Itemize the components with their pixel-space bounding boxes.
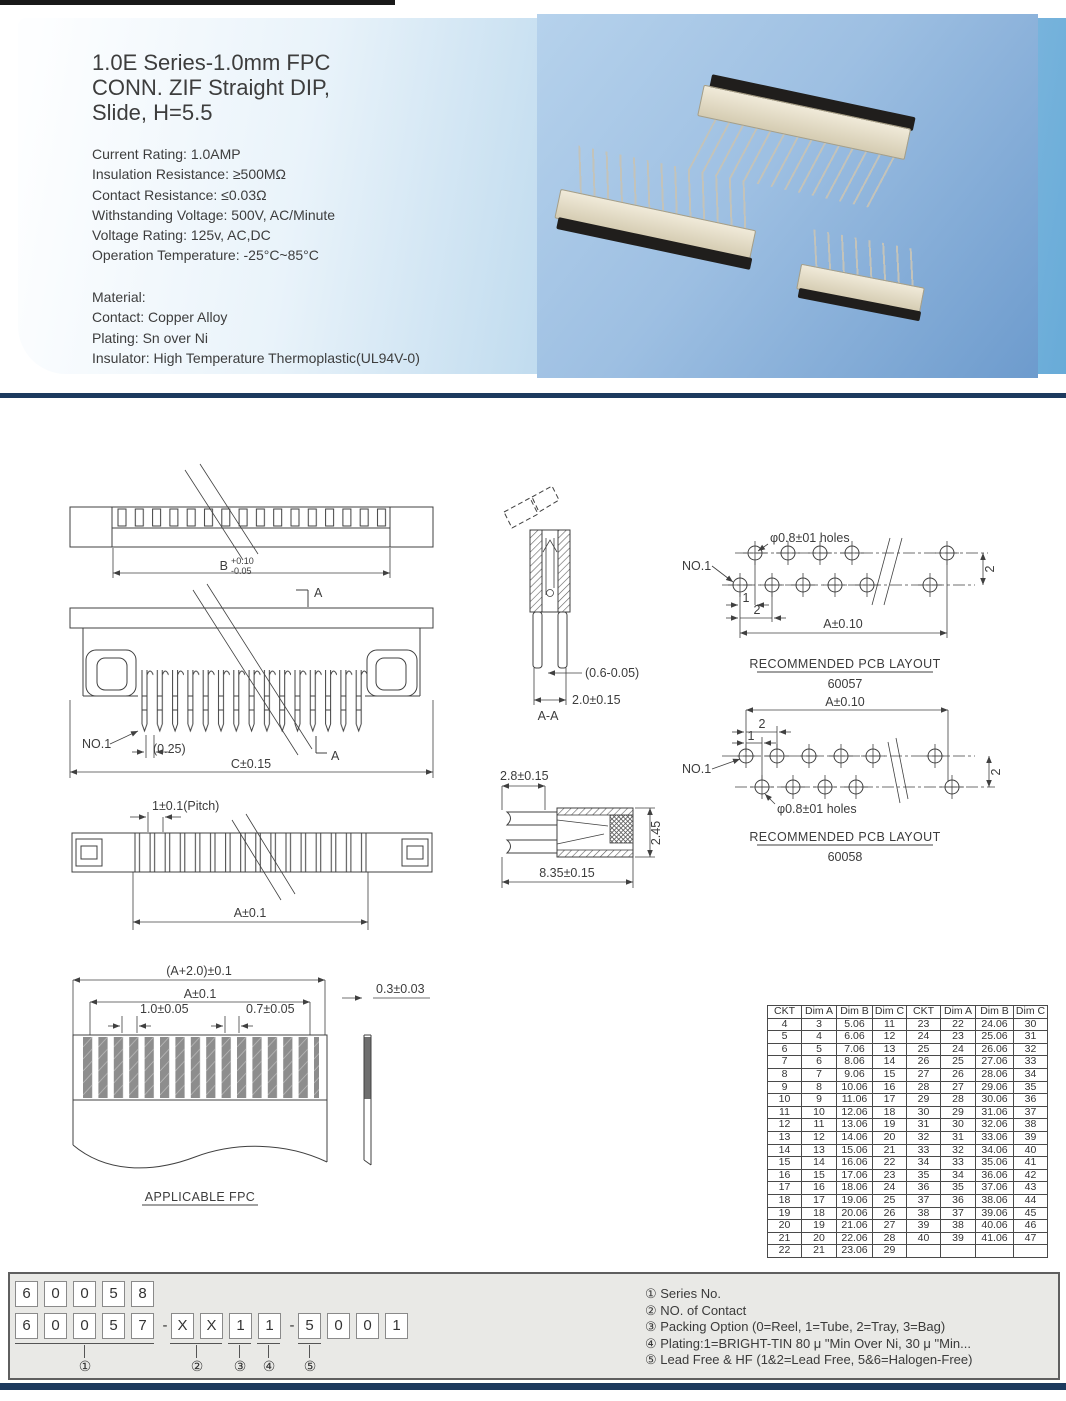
table-cell: 26 bbox=[873, 1207, 907, 1220]
table-cell: 14 bbox=[768, 1144, 802, 1157]
marker-2: ② bbox=[190, 1358, 204, 1374]
table-row bbox=[768, 1245, 1048, 1258]
material-line: Material: bbox=[92, 289, 146, 305]
table-cell: 20.06 bbox=[837, 1207, 873, 1220]
legend-line: ③ Packing Option (0=Reel, 1=Tube, 2=Tray, 3=Bag) bbox=[645, 1319, 946, 1335]
leader-line-4 bbox=[268, 1345, 269, 1358]
table-cell: 29 bbox=[907, 1094, 941, 1107]
table-cell: 25.06 bbox=[976, 1031, 1014, 1044]
table-cell: 22 bbox=[768, 1245, 802, 1258]
table-cell: 35 bbox=[941, 1182, 976, 1195]
table-cell: 14.06 bbox=[837, 1131, 873, 1144]
pcb-layout-title: RECOMMENDED PCB LAYOUT bbox=[749, 830, 941, 844]
table-cell: 33 bbox=[907, 1144, 941, 1157]
dim-28: 2.8±0.15 bbox=[500, 769, 549, 783]
spec-line: Withstanding Voltage: 500V, AC/Minute bbox=[92, 206, 336, 223]
part-number-box: X bbox=[200, 1313, 223, 1339]
table-cell: 36 bbox=[907, 1182, 941, 1195]
table-cell: 5.06 bbox=[837, 1018, 873, 1031]
table-cell: 40.06 bbox=[976, 1220, 1014, 1233]
table-cell: 21 bbox=[802, 1245, 837, 1258]
table-cell: 29 bbox=[941, 1106, 976, 1119]
table-cell: 16 bbox=[768, 1169, 802, 1182]
ordering-panel bbox=[8, 1272, 1060, 1380]
table-cell: 11 bbox=[768, 1106, 802, 1119]
table-cell: 4 bbox=[768, 1018, 802, 1031]
dim-a: A±0.10 bbox=[823, 617, 863, 631]
table-cell: 36 bbox=[1014, 1094, 1048, 1107]
table-cell: 7.06 bbox=[837, 1043, 873, 1056]
group-underline-4 bbox=[257, 1343, 280, 1344]
table-row bbox=[768, 1081, 1048, 1094]
material-line: Insulator: High Temperature Thermoplastic(UL94V-0) bbox=[92, 349, 420, 366]
table-cell: 36.06 bbox=[976, 1169, 1014, 1182]
spec-line: Contact Resistance: ≤0.03Ω bbox=[92, 186, 267, 203]
dash-separator: - bbox=[289, 1317, 295, 1334]
table-cell: 27.06 bbox=[976, 1056, 1014, 1069]
table-cell: 36 bbox=[941, 1194, 976, 1207]
dim-025: (0.25) bbox=[153, 742, 186, 756]
table-cell: 35 bbox=[1014, 1081, 1048, 1094]
dim-c: C±0.15 bbox=[230, 757, 272, 771]
table-cell: 29 bbox=[873, 1245, 907, 1258]
table-row bbox=[768, 1194, 1048, 1207]
table-cell: 31 bbox=[907, 1119, 941, 1132]
part-number-box: 0 bbox=[73, 1313, 96, 1339]
table-cell: 46 bbox=[1014, 1220, 1048, 1233]
page-title bbox=[92, 50, 330, 125]
table-cell: 20 bbox=[802, 1232, 837, 1245]
table-cell: 17 bbox=[873, 1094, 907, 1107]
table-cell: 24.06 bbox=[976, 1018, 1014, 1031]
table-cell: 13.06 bbox=[837, 1119, 873, 1132]
table-cell: 17 bbox=[802, 1194, 837, 1207]
dim-2: 2 bbox=[753, 603, 761, 617]
part-number-box: X bbox=[171, 1313, 194, 1339]
section-marker-a-top: A bbox=[314, 586, 323, 600]
table-row bbox=[768, 1106, 1048, 1119]
spec-line: Voltage Rating: 125v, AC,DC bbox=[92, 227, 271, 244]
table-cell: 5 bbox=[768, 1031, 802, 1044]
table-header-cell: Dim A bbox=[802, 1006, 837, 1019]
marker-5: ⑤ bbox=[303, 1358, 317, 1374]
label-no1: NO.1 bbox=[82, 737, 112, 751]
table-cell: 28 bbox=[907, 1081, 941, 1094]
table-cell: 34 bbox=[1014, 1068, 1048, 1081]
table-cell: 38 bbox=[907, 1207, 941, 1220]
table-row bbox=[768, 1056, 1048, 1069]
table-cell: 34.06 bbox=[976, 1144, 1014, 1157]
table-cell: 25 bbox=[907, 1043, 941, 1056]
pcb-layout-title: RECOMMENDED PCB LAYOUT bbox=[749, 657, 941, 671]
dim-06: (0.6-0.05) bbox=[585, 666, 640, 680]
table-cell: 6 bbox=[802, 1056, 837, 1069]
table-cell: 15 bbox=[873, 1068, 907, 1081]
table-cell: 34 bbox=[941, 1169, 976, 1182]
group-underline-1 bbox=[15, 1343, 154, 1344]
table-row bbox=[768, 1131, 1048, 1144]
table-cell: 40 bbox=[907, 1232, 941, 1245]
table-row bbox=[768, 1119, 1048, 1132]
product-photo bbox=[537, 14, 1038, 378]
table-cell: 28 bbox=[941, 1094, 976, 1107]
table-cell: 6.06 bbox=[837, 1031, 873, 1044]
part-number-box: 5 bbox=[298, 1313, 321, 1339]
spec-line: Current Rating: 1.0AMP bbox=[92, 146, 241, 162]
dim-20: 2.0±0.15 bbox=[572, 693, 621, 707]
table-cell: 32 bbox=[907, 1131, 941, 1144]
leader-line-3 bbox=[239, 1345, 240, 1358]
table-cell: 22 bbox=[873, 1157, 907, 1170]
table-header-cell: Dim B bbox=[837, 1006, 873, 1019]
part-number-box: 6 bbox=[15, 1281, 38, 1307]
spec-line: Operation Temperature: -25°C~85°C bbox=[92, 247, 319, 264]
table-cell: 23 bbox=[873, 1169, 907, 1182]
dim-a20: (A+2.0)±0.1 bbox=[166, 964, 232, 978]
dim-v2: 2 bbox=[989, 768, 1003, 776]
table-cell bbox=[907, 1245, 941, 1258]
table-cell: 25 bbox=[941, 1056, 976, 1069]
drawing-top-view bbox=[70, 464, 433, 578]
section-marker-a-bottom: A bbox=[331, 749, 340, 763]
drawing-front-view bbox=[70, 584, 433, 778]
table-cell: 27 bbox=[907, 1068, 941, 1081]
table-cell: 24 bbox=[941, 1043, 976, 1056]
table-header-cell: Dim B bbox=[976, 1006, 1014, 1019]
table-cell: 13 bbox=[873, 1043, 907, 1056]
table-cell: 16.06 bbox=[837, 1157, 873, 1170]
table-cell: 32 bbox=[1014, 1043, 1048, 1056]
drawing-pcb-layout-60057 bbox=[682, 531, 997, 691]
dim-v2: 2 bbox=[983, 565, 997, 573]
drawing-section-aa bbox=[504, 486, 639, 723]
leader-line-1 bbox=[84, 1345, 85, 1358]
legend-line: ② NO. of Contact bbox=[645, 1302, 747, 1318]
table-cell: 27 bbox=[873, 1220, 907, 1233]
table-cell: 18.06 bbox=[837, 1182, 873, 1195]
table-cell: 23 bbox=[941, 1031, 976, 1044]
table-cell: 37 bbox=[1014, 1106, 1048, 1119]
table-row bbox=[768, 1157, 1048, 1170]
part-number-box: 5 bbox=[102, 1281, 125, 1307]
table-cell: 38 bbox=[1014, 1119, 1048, 1132]
table-cell: 11.06 bbox=[837, 1094, 873, 1107]
table-cell: 41 bbox=[1014, 1157, 1048, 1170]
part-number-box: 1 bbox=[229, 1313, 252, 1339]
spec-list bbox=[92, 144, 335, 266]
table-cell: 31 bbox=[1014, 1031, 1048, 1044]
table-cell: 18 bbox=[802, 1207, 837, 1220]
table-cell: 47 bbox=[1014, 1232, 1048, 1245]
drawing-terminal bbox=[500, 769, 663, 888]
dimension-table bbox=[767, 1005, 1048, 1258]
legend-line: ① Series No. bbox=[645, 1286, 721, 1301]
table-cell: 15 bbox=[768, 1157, 802, 1170]
table-cell: 32.06 bbox=[976, 1119, 1014, 1132]
leader-line-2 bbox=[196, 1345, 197, 1358]
table-cell: 16 bbox=[802, 1182, 837, 1195]
table-header-cell: Dim C bbox=[1014, 1006, 1048, 1019]
table-cell: 34 bbox=[907, 1157, 941, 1170]
table-cell: 29.06 bbox=[976, 1081, 1014, 1094]
part-number-box: 8 bbox=[131, 1281, 154, 1307]
group-underline-5 bbox=[298, 1343, 321, 1344]
table-cell: 39.06 bbox=[976, 1207, 1014, 1220]
dash-separator: - bbox=[162, 1317, 168, 1334]
table-cell: 21.06 bbox=[837, 1220, 873, 1233]
legend-line: ④ Plating:1=BRIGHT-TIN 80 μ "Min Over Ni, 30 μ "Min... bbox=[645, 1335, 971, 1351]
table-cell: 18 bbox=[768, 1194, 802, 1207]
dim-07: 0.7±0.05 bbox=[246, 1002, 295, 1016]
table-cell: 16 bbox=[873, 1081, 907, 1094]
table-cell: 27 bbox=[941, 1081, 976, 1094]
table-cell: 30 bbox=[1014, 1018, 1048, 1031]
table-cell: 20 bbox=[768, 1220, 802, 1233]
table-cell: 33 bbox=[941, 1157, 976, 1170]
table-cell: 40 bbox=[1014, 1144, 1048, 1157]
table-cell: 24 bbox=[873, 1182, 907, 1195]
table-cell: 26 bbox=[907, 1056, 941, 1069]
part-number-box: 6 bbox=[15, 1313, 38, 1339]
table-cell: 25 bbox=[873, 1194, 907, 1207]
drawing-applicable-fpc bbox=[73, 964, 430, 1205]
part-number-box: 1 bbox=[385, 1313, 408, 1339]
table-cell: 31 bbox=[941, 1131, 976, 1144]
table-header-cell: CKT bbox=[768, 1006, 802, 1019]
table-cell: 7 bbox=[768, 1056, 802, 1069]
group-underline-2 bbox=[170, 1343, 222, 1344]
leader-line-5 bbox=[309, 1345, 310, 1358]
table-cell: 21 bbox=[873, 1144, 907, 1157]
table-cell: 9.06 bbox=[837, 1068, 873, 1081]
table-row bbox=[768, 1068, 1048, 1081]
divider-line-bottom bbox=[0, 1383, 1066, 1390]
table-row bbox=[768, 1144, 1048, 1157]
table-cell: 33 bbox=[1014, 1056, 1048, 1069]
table-cell: 26 bbox=[941, 1068, 976, 1081]
dim-10: 1.0±0.05 bbox=[140, 1002, 189, 1016]
table-cell: 44 bbox=[1014, 1194, 1048, 1207]
table-cell: 35.06 bbox=[976, 1157, 1014, 1170]
table-cell: 23.06 bbox=[837, 1245, 873, 1258]
table-cell: 9 bbox=[802, 1094, 837, 1107]
table-cell: 30 bbox=[941, 1119, 976, 1132]
table-cell: 6 bbox=[768, 1043, 802, 1056]
dim-a: A±0.1 bbox=[183, 987, 217, 1001]
table-cell: 10 bbox=[802, 1106, 837, 1119]
table-cell: 20 bbox=[873, 1131, 907, 1144]
table-cell: 22.06 bbox=[837, 1232, 873, 1245]
section-label: A-A bbox=[537, 709, 559, 723]
table-cell: 4 bbox=[802, 1031, 837, 1044]
table-cell bbox=[976, 1245, 1014, 1258]
table-row bbox=[768, 1094, 1048, 1107]
table-cell: 22 bbox=[941, 1018, 976, 1031]
table-cell: 37 bbox=[907, 1194, 941, 1207]
pcb-layout-code: 60057 bbox=[827, 677, 863, 691]
table-cell bbox=[1014, 1245, 1048, 1258]
table-cell: 12.06 bbox=[837, 1106, 873, 1119]
table-header-row bbox=[768, 1006, 1048, 1019]
table-cell: 38.06 bbox=[976, 1194, 1014, 1207]
page-title-line: CONN. ZIF Straight DIP, bbox=[92, 75, 330, 100]
dim-835: 8.35±0.15 bbox=[539, 866, 595, 880]
material-line: Contact: Copper Alloy bbox=[92, 309, 228, 326]
table-cell: 13 bbox=[768, 1131, 802, 1144]
table-row bbox=[768, 1043, 1048, 1056]
table-cell: 14 bbox=[802, 1157, 837, 1170]
table-cell: 39 bbox=[907, 1220, 941, 1233]
table-cell: 11 bbox=[802, 1119, 837, 1132]
table-header-cell: Dim A bbox=[941, 1006, 976, 1019]
table-cell: 37.06 bbox=[976, 1182, 1014, 1195]
table-cell: 7 bbox=[802, 1068, 837, 1081]
drawing-pcb-layout-60058 bbox=[682, 695, 1003, 864]
table-cell: 32 bbox=[941, 1144, 976, 1157]
table-cell: 8.06 bbox=[837, 1056, 873, 1069]
table-cell: 28 bbox=[873, 1232, 907, 1245]
table-cell: 18 bbox=[873, 1106, 907, 1119]
marker-3: ③ bbox=[233, 1358, 247, 1374]
spec-line: Insulation Resistance: ≥500MΩ bbox=[92, 166, 287, 183]
dim-1: 1 bbox=[747, 729, 755, 743]
part-number-box: 0 bbox=[356, 1313, 379, 1339]
table-row bbox=[768, 1031, 1048, 1044]
marker-1: ① bbox=[78, 1358, 92, 1374]
table-cell: 28.06 bbox=[976, 1068, 1014, 1081]
label-holes: φ0.8±01 holes bbox=[770, 531, 850, 545]
part-number-box: 0 bbox=[44, 1313, 67, 1339]
table-cell: 8 bbox=[802, 1081, 837, 1094]
dim-b-tol-plus: +0.10 bbox=[231, 556, 254, 566]
material-list bbox=[92, 287, 420, 368]
part-number-box: 0 bbox=[327, 1313, 350, 1339]
table-cell: 42 bbox=[1014, 1169, 1048, 1182]
table-cell: 26.06 bbox=[976, 1043, 1014, 1056]
table-cell: 10.06 bbox=[837, 1081, 873, 1094]
table-row bbox=[768, 1018, 1048, 1031]
table-cell: 30 bbox=[907, 1106, 941, 1119]
part-number-box: 0 bbox=[73, 1281, 96, 1307]
table-cell: 13 bbox=[802, 1144, 837, 1157]
label-no1: NO.1 bbox=[682, 762, 712, 776]
table-cell: 39 bbox=[1014, 1131, 1048, 1144]
table-cell: 10 bbox=[768, 1094, 802, 1107]
table-cell: 17.06 bbox=[837, 1169, 873, 1182]
table-row bbox=[768, 1169, 1048, 1182]
table-cell: 43 bbox=[1014, 1182, 1048, 1195]
dim-b: B bbox=[219, 559, 228, 573]
table-cell: 15.06 bbox=[837, 1144, 873, 1157]
label-holes: φ0.8±01 holes bbox=[777, 802, 857, 816]
dim-1: 1 bbox=[742, 591, 750, 605]
connector-photo-small bbox=[792, 228, 935, 333]
table-row bbox=[768, 1220, 1048, 1233]
dim-b-tol-minus: -0.05 bbox=[231, 566, 252, 576]
drawing-bottom-view bbox=[72, 799, 432, 930]
table-cell: 35 bbox=[907, 1169, 941, 1182]
table-cell: 12 bbox=[768, 1119, 802, 1132]
table-cell: 12 bbox=[873, 1031, 907, 1044]
dim-2: 2 bbox=[758, 717, 766, 731]
table-cell: 3 bbox=[802, 1018, 837, 1031]
material-line: Plating: Sn over Ni bbox=[92, 329, 208, 346]
table-header-cell: Dim C bbox=[873, 1006, 907, 1019]
table-cell: 12 bbox=[802, 1131, 837, 1144]
table-cell: 21 bbox=[768, 1232, 802, 1245]
table-cell bbox=[941, 1245, 976, 1258]
table-cell: 19 bbox=[768, 1207, 802, 1220]
table-cell: 38 bbox=[941, 1220, 976, 1233]
page-title-line: Slide, H=5.5 bbox=[92, 100, 213, 125]
fpc-title: APPLICABLE FPC bbox=[144, 1190, 256, 1204]
table-cell: 31.06 bbox=[976, 1106, 1014, 1119]
label-no1: NO.1 bbox=[682, 559, 712, 573]
table-cell: 15 bbox=[802, 1169, 837, 1182]
ordering-legend bbox=[645, 1286, 972, 1369]
table-cell: 11 bbox=[873, 1018, 907, 1031]
part-number-box: 5 bbox=[102, 1313, 125, 1339]
pcb-layout-code: 60058 bbox=[827, 850, 863, 864]
table-cell: 8 bbox=[768, 1068, 802, 1081]
marker-4: ④ bbox=[262, 1358, 276, 1374]
table-row bbox=[768, 1182, 1048, 1195]
table-cell: 19.06 bbox=[837, 1194, 873, 1207]
table-cell: 19 bbox=[802, 1220, 837, 1233]
dim-pitch: 1±0.1(Pitch) bbox=[152, 799, 220, 813]
table-cell: 37 bbox=[941, 1207, 976, 1220]
dim-a: A±0.1 bbox=[233, 906, 267, 920]
table-row bbox=[768, 1207, 1048, 1220]
dim-245: 2.45 bbox=[649, 820, 663, 846]
table-header-cell: CKT bbox=[907, 1006, 941, 1019]
table-cell: 30.06 bbox=[976, 1094, 1014, 1107]
dim-03: 0.3±0.03 bbox=[376, 982, 425, 996]
part-number-box: 1 bbox=[258, 1313, 281, 1339]
top-edge-bar bbox=[0, 0, 395, 5]
table-cell: 45 bbox=[1014, 1207, 1048, 1220]
table-cell: 9 bbox=[768, 1081, 802, 1094]
table-cell: 5 bbox=[802, 1043, 837, 1056]
table-cell: 17 bbox=[768, 1182, 802, 1195]
table-cell: 41.06 bbox=[976, 1232, 1014, 1245]
dim-a: A±0.10 bbox=[825, 695, 865, 709]
table-row bbox=[768, 1232, 1048, 1245]
group-underline-3 bbox=[228, 1343, 251, 1344]
part-number-box: 7 bbox=[131, 1313, 154, 1339]
table-cell: 24 bbox=[907, 1031, 941, 1044]
table-cell: 39 bbox=[941, 1232, 976, 1245]
table-cell: 14 bbox=[873, 1056, 907, 1069]
table-cell: 33.06 bbox=[976, 1131, 1014, 1144]
legend-line: ⑤ Lead Free & HF (1&2=Lead Free, 5&6=Halogen-Free) bbox=[645, 1352, 973, 1368]
page-title-line: 1.0E Series-1.0mm FPC bbox=[92, 50, 331, 75]
table-cell: 23 bbox=[907, 1018, 941, 1031]
table-cell: 19 bbox=[873, 1119, 907, 1132]
part-number-box: 0 bbox=[44, 1281, 67, 1307]
